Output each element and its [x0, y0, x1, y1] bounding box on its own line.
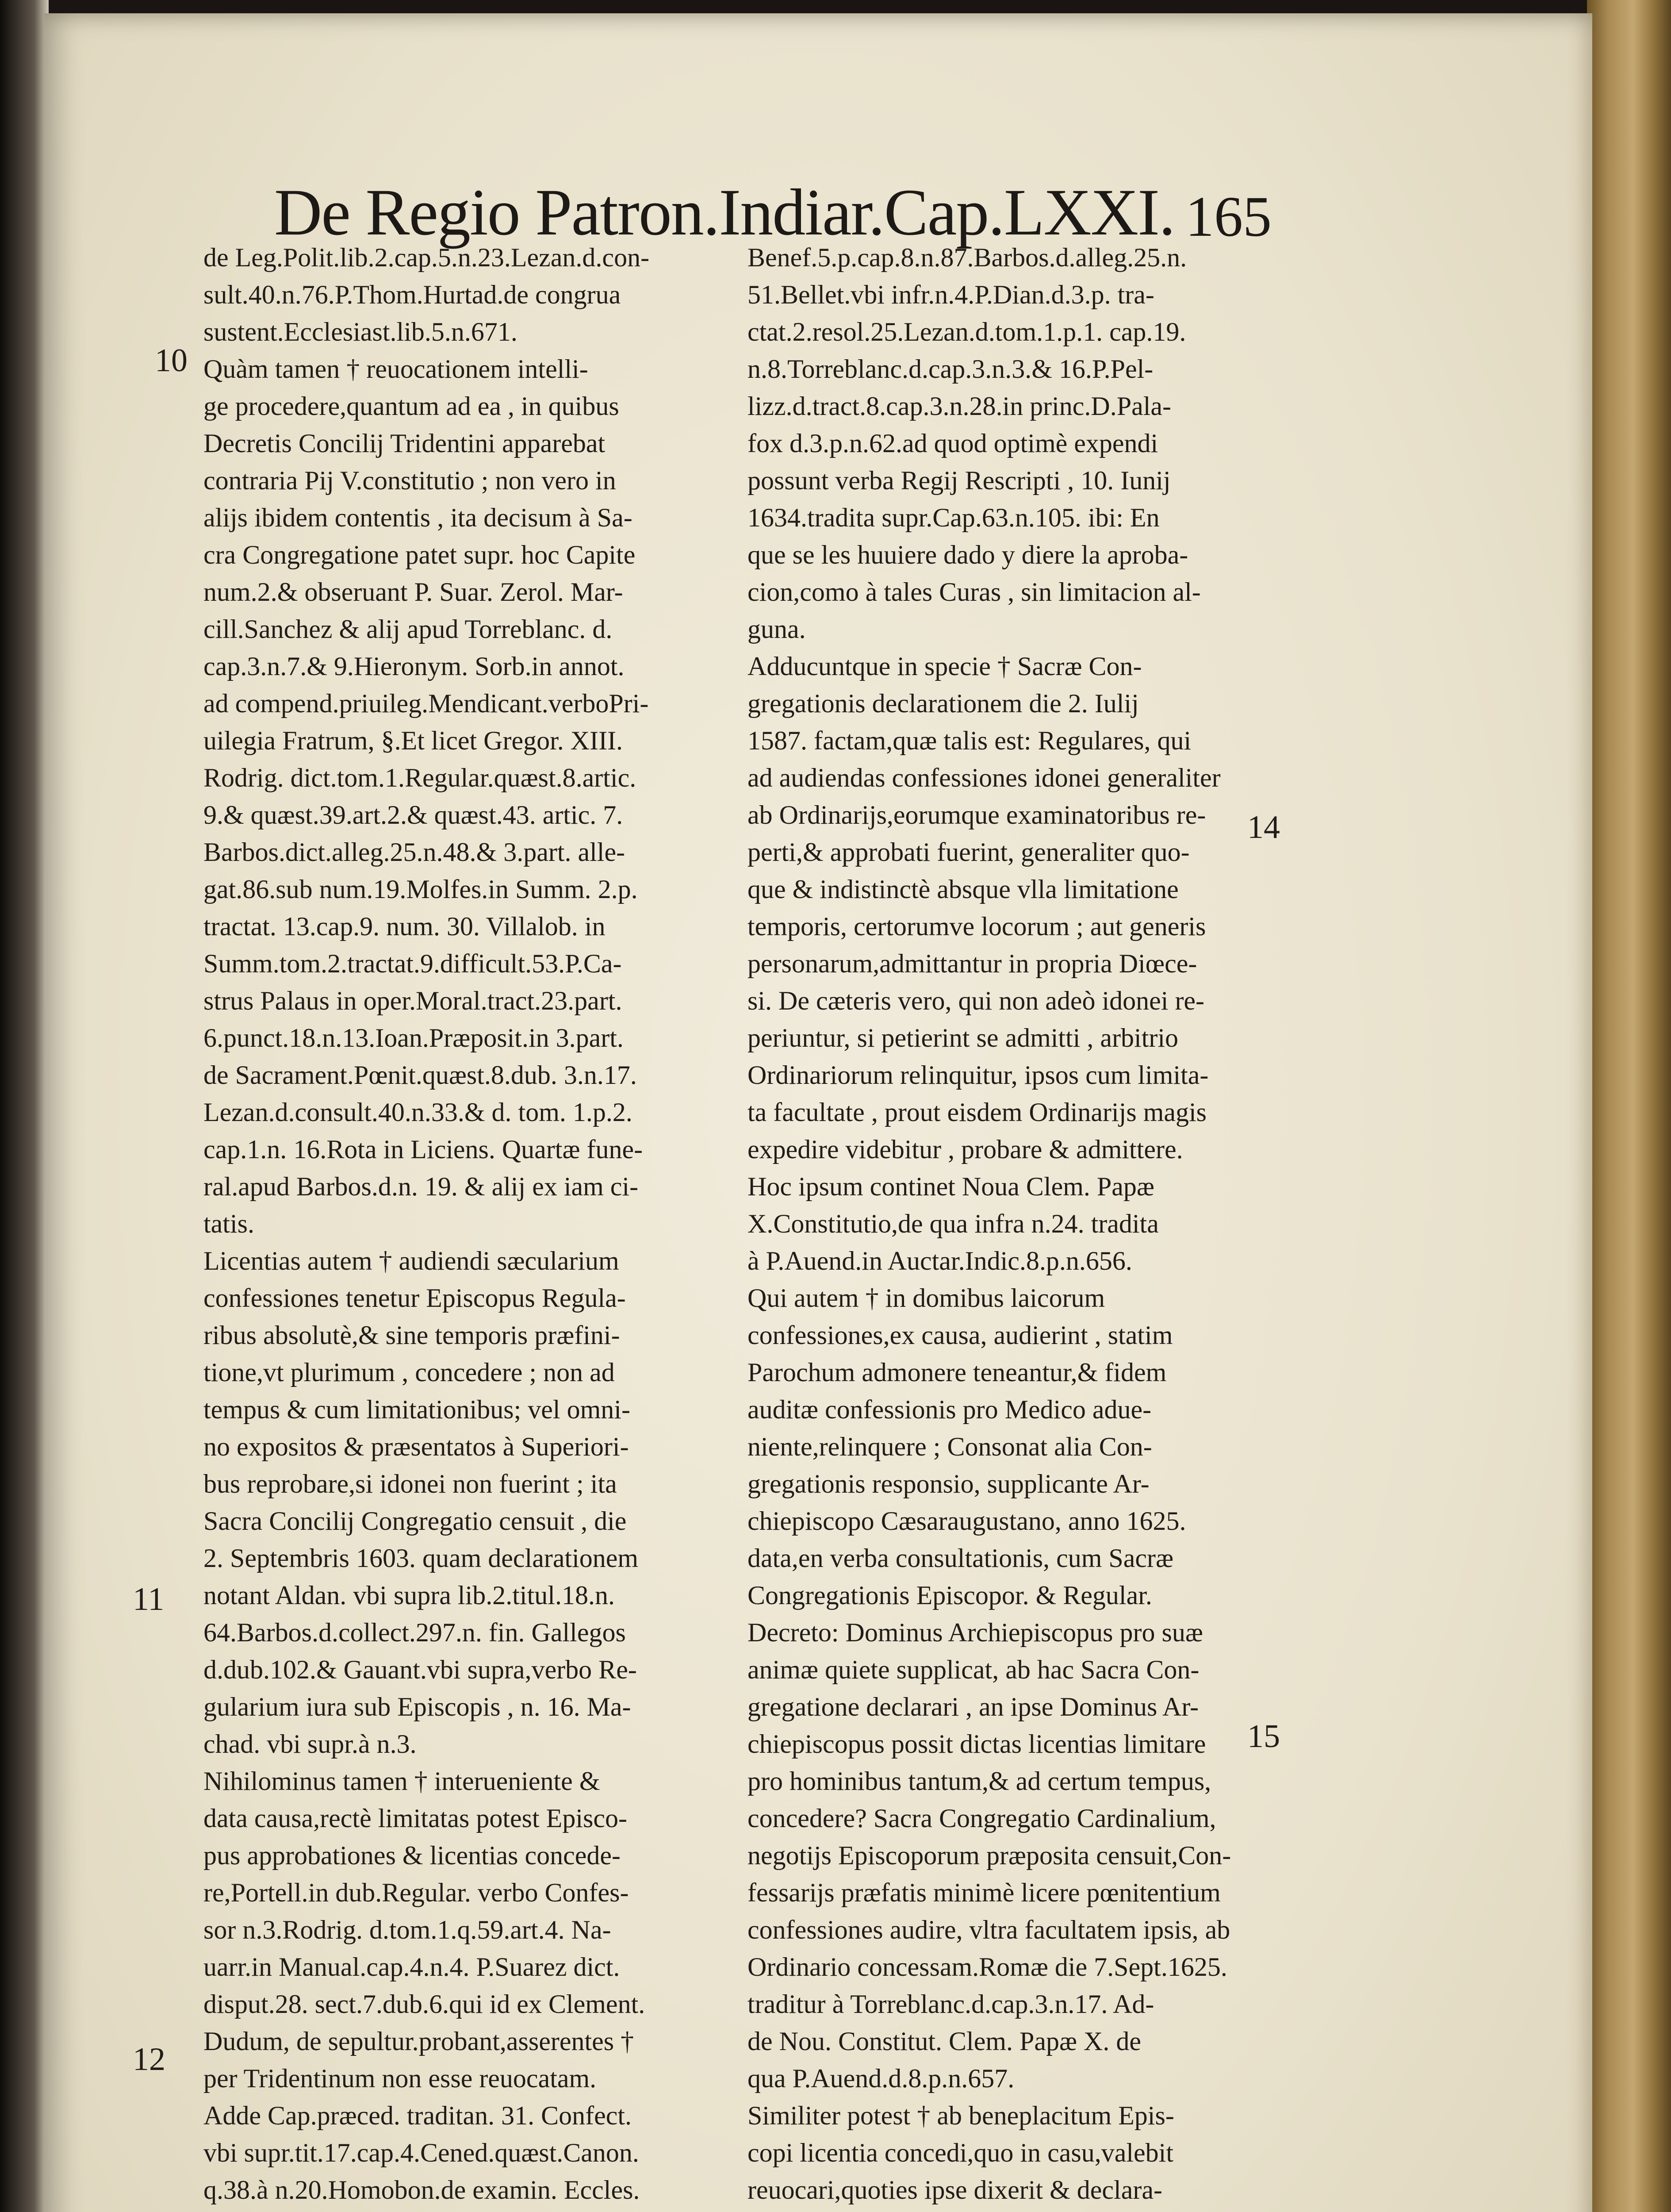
text-line: reuocari,quoties ipse dixerit & declara-: [747, 2175, 1162, 2204]
text-line: Parochum admonere teneantur,& fidem: [747, 1358, 1167, 1387]
text-line: Rodrig. dict.tom.1.Regular.quæst.8.artic.: [203, 763, 636, 792]
text-line: Lezan.d.consult.40.n.33.& d. tom. 1.p.2.: [203, 1098, 632, 1127]
text-line: d.dub.102.& Gauant.vbi supra,verbo Re-: [203, 1655, 637, 1684]
text-line: ral.apud Barbos.d.n. 19. & alij ex iam ci-: [203, 1172, 639, 1201]
text-line: que se les huuiere dado y diere la aproba-: [747, 540, 1188, 569]
text-line: fox d.3.p.n.62.ad quod optimè expendi: [747, 429, 1158, 458]
text-line: traditur à Torreblanc.d.cap.3.n.17. Ad-: [747, 1989, 1154, 2019]
text-line: Sacra Concilij Congregatio censuit , die: [203, 1506, 627, 1536]
text-line: gularium iura sub Episcopis , n. 16. Ma-: [203, 1692, 631, 1721]
text-line: bus reprobare,si idonei non fuerint ; ita: [203, 1469, 617, 1498]
text-line: Barbos.dict.alleg.25.n.48.& 3.part. alle-: [203, 837, 625, 867]
text-line: tione,vt plurimum , concedere ; non ad: [203, 1358, 615, 1387]
text-line: 1587. factam,quæ talis est: Regulares, qui: [747, 726, 1192, 755]
text-line: tempus & cum limitationibus; vel omni-: [203, 1395, 630, 1424]
margin-number-15: 15: [1247, 1718, 1280, 1755]
text-line: num.2.& obseruant P. Suar. Zerol. Mar-: [203, 577, 623, 607]
left-column: [203, 239, 801, 2212]
text-line: chiepiscopo Cæsaraugustano, anno 1625.: [747, 1506, 1186, 1536]
text-line: perti,& approbati fuerint, generaliter quo-: [747, 837, 1190, 867]
book-page: [44, 13, 1592, 2212]
text-line: negotijs Episcoporum præposita censuit,Con-: [747, 1841, 1231, 1870]
text-line: guna.: [747, 614, 806, 644]
text-line: uilegia Fratrum, §.Et licet Gregor. XIII.: [203, 726, 623, 755]
text-line: expedire videbitur , probare & admittere.: [747, 1135, 1183, 1164]
text-line: ad audiendas confessiones idonei generaliter: [747, 763, 1221, 792]
text-line: gregationis declarationem die 2. Iulij: [747, 689, 1139, 718]
text-line: ad compend.priuileg.Mendicant.verboPri-: [203, 689, 649, 718]
text-line: no expositos & præsentatos à Superiori-: [203, 1432, 629, 1461]
text-line: Decretis Concilij Tridentini apparebat: [203, 429, 606, 458]
text-line: Benef.5.p.cap.8.n.87.Barbos.d.alleg.25.n.: [747, 243, 1187, 272]
text-line: 6.punct.18.n.13.Ioan.Præposit.in 3.part.: [203, 1023, 624, 1052]
text-line: per Tridentinum non esse reuocatam.: [203, 2064, 597, 2093]
text-line: gat.86.sub num.19.Molfes.in Summ. 2.p.: [203, 875, 638, 904]
page-number: 165: [1185, 185, 1272, 249]
text-line: 1634.tradita supr.Cap.63.n.105. ibi: En: [747, 503, 1160, 532]
text-line: Nihilominus tamen † interueniente &: [203, 1767, 600, 1796]
text-line: de Sacrament.Pœnit.quæst.8.dub. 3.n.17.: [203, 1060, 637, 1090]
text-line: tatis.: [203, 1209, 254, 1238]
text-line: 51.Bellet.vbi infr.n.4.P.Dian.d.3.p. tra-: [747, 280, 1154, 309]
text-line: Adde Cap.præced. traditan. 31. Confect.: [203, 2101, 632, 2130]
text-line: q.38.à n.20.Homobon.de examin. Eccles.: [203, 2175, 640, 2204]
text-line: Ordinario concessam.Romæ die 7.Sept.1625.: [747, 1952, 1227, 1982]
text-line: 9.& quæst.39.art.2.& quæst.43. artic. 7.: [203, 800, 623, 830]
text-line: concedere? Sacra Congregatio Cardinalium,: [747, 1804, 1216, 1833]
right-column: [747, 239, 1318, 2212]
text-line: Decreto: Dominus Archiepiscopus pro suæ: [747, 1618, 1203, 1647]
text-line: ge procedere,quantum ad ea , in quibus: [203, 392, 619, 421]
text-line: sor n.3.Rodrig. d.tom.1.q.59.art.4. Na-: [203, 1915, 611, 1944]
margin-number-10: 10: [155, 342, 188, 379]
text-line: disput.28. sect.7.dub.6.qui id ex Clement.: [203, 1989, 645, 2019]
text-line: animæ quiete supplicat, ab hac Sacra Con-: [747, 1655, 1200, 1684]
text-line: à P.Auend.in Auctar.Indic.8.p.n.656.: [747, 1246, 1132, 1275]
text-line: temporis, certorumve locorum ; aut generis: [747, 912, 1206, 941]
text-line: personarum,admittantur in propria Diœce-: [747, 949, 1197, 978]
text-line: Qui autem † in domibus laicorum: [747, 1283, 1105, 1313]
text-line: Hoc ipsum continet Noua Clem. Papæ: [747, 1172, 1154, 1201]
text-line: pus approbationes & licentias concede-: [203, 1841, 621, 1870]
text-line: niente,relinquere ; Consonat alia Con-: [747, 1432, 1152, 1461]
text-line: copi licentia concedi,quo in casu,valebit: [747, 2138, 1173, 2167]
text-line: X.Constitutio,de qua infra n.24. tradita: [747, 1209, 1159, 1238]
margin-number-14: 14: [1247, 809, 1280, 845]
text-line: confessiones,ex causa, audierint , statim: [747, 1321, 1173, 1350]
text-line: ribus absolutè,& sine temporis præfini-: [203, 1321, 620, 1350]
book-page-edges: [1587, 0, 1671, 2212]
text-line: cra Congregatione patet supr. hoc Capite: [203, 540, 636, 569]
text-line: possunt verba Regij Rescripti , 10. Iunij: [747, 466, 1171, 495]
text-line: gregationis responsio, supplicante Ar-: [747, 1469, 1150, 1498]
text-line: confessiones tenetur Episcopus Regula-: [203, 1283, 626, 1313]
text-line: cion,como à tales Curas , sin limitacion al-: [747, 577, 1201, 607]
text-line: Ordinariorum relinquitur, ipsos cum limita-: [747, 1060, 1209, 1090]
text-line: Dudum, de sepultur.probant,asserentes †: [203, 2027, 634, 2056]
text-line: Licentias autem † audiendi sæcularium: [203, 1246, 619, 1275]
text-line: si. De cæteris vero, qui non adeò idonei re-: [747, 986, 1205, 1015]
text-line: n.8.Torreblanc.d.cap.3.n.3.& 16.P.Pel-: [747, 354, 1154, 384]
text-line: strus Palaus in oper.Moral.tract.23.part.: [203, 986, 622, 1015]
margin-number-12: 12: [133, 2041, 165, 2078]
text-line: Summ.tom.2.tractat.9.difficult.53.P.Ca-: [203, 949, 622, 978]
text-line: ab Ordinarijs,eorumque examinatoribus re-: [747, 800, 1206, 830]
text-line: Adducuntque in specie † Sacræ Con-: [747, 652, 1142, 681]
text-line: de Nou. Constitut. Clem. Papæ X. de: [747, 2027, 1141, 2056]
text-line: gregatione declarari , an ipse Dominus Ar-: [747, 1692, 1199, 1721]
text-line: sustent.Ecclesiast.lib.5.n.671.: [203, 317, 517, 346]
text-line: data,en verba consultationis, cum Sacræ: [747, 1544, 1174, 1573]
text-line: confessiones audire, vltra facultatem ipsis, ab: [747, 1915, 1230, 1944]
text-line: alijs ibidem contentis , ita decisum à Sa-: [203, 503, 632, 532]
text-line: de Leg.Polit.lib.2.cap.5.n.23.Lezan.d.con-: [203, 243, 650, 272]
text-line: uarr.in Manual.cap.4.n.4. P.Suarez dict.: [203, 1952, 620, 1982]
text-line: [747, 2208, 1318, 2212]
text-line: data causa,rectè limitatas potest Episco-: [203, 1804, 627, 1833]
text-line: qua P.Auend.d.8.p.n.657.: [747, 2064, 1015, 2093]
text-line: sult.40.n.76.P.Thom.Hurtad.de congrua: [203, 280, 621, 309]
text-line: cill.Sanchez & alij apud Torreblanc. d.: [203, 614, 613, 644]
text-line: 2. Septembris 1603. quam declarationem: [203, 1544, 639, 1573]
text-line: que & indistinctè absque vlla limitatione: [747, 875, 1179, 904]
left-page-gutter: [0, 0, 49, 2212]
text-line: vbi supr.tit.17.cap.4.Cened.quæst.Canon.: [203, 2138, 639, 2167]
text-line: auditæ confessionis pro Medico adue-: [747, 1395, 1152, 1424]
text-line: contraria Pij V.constitutio ; non vero in: [203, 466, 616, 495]
text-line: 64.Barbos.d.collect.297.n. fin. Gallegos: [203, 1618, 626, 1647]
text-line: periuntur, si petierint se admitti , arbitrio: [747, 1023, 1179, 1052]
text-line: cap.1.n. 16.Rota in Liciens. Quartæ fune-: [203, 1135, 643, 1164]
text-line: ta facultate , prout eisdem Ordinarijs magis: [747, 1098, 1207, 1127]
text-line: Congregationis Episcopor. & Regular.: [747, 1581, 1152, 1610]
text-line: ctat.2.resol.25.Lezan.d.tom.1.p.1. cap.19.: [747, 317, 1186, 346]
text-line: chad. vbi supr.à n.3.: [203, 1729, 417, 1759]
text-line: lizz.d.tract.8.cap.3.n.28.in princ.D.Pala-: [747, 392, 1172, 421]
text-line: fessarijs præfatis minimè licere pœnitentium: [747, 1878, 1221, 1907]
text-line: re,Portell.in dub.Regular. verbo Confes-: [203, 1878, 629, 1907]
text-line: Similiter potest † ab beneplacitum Epis-: [747, 2101, 1174, 2130]
text-line: notant Aldan. vbi supra lib.2.titul.18.n.: [203, 1581, 615, 1610]
text-line: Quàm tamen † reuocationem intelli-: [203, 354, 588, 384]
text-line: tractat. 13.cap.9. num. 30. Villalob. in: [203, 912, 606, 941]
margin-number-11: 11: [133, 1581, 165, 1617]
text-line: [203, 2208, 801, 2212]
text-line: pro hominibus tantum,& ad certum tempus,: [747, 1767, 1211, 1796]
text-line: chiepiscopus possit dictas licentias limitare: [747, 1729, 1206, 1759]
text-line: cap.3.n.7.& 9.Hieronym. Sorb.in annot.: [203, 652, 625, 681]
running-title: De Regio Patron.Indiar.Cap.LXXI.: [274, 176, 1175, 249]
